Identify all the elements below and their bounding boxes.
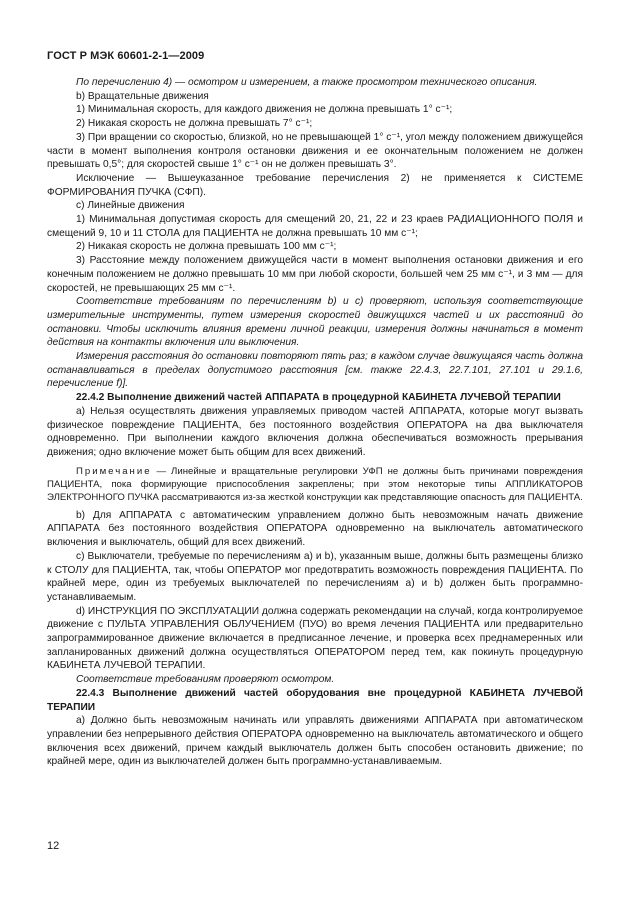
paragraph: Соответствие требованиям проверяют осмотром. [76, 674, 335, 686]
paragraph: 2) Никакая скорость не должна превышать 100 мм с⁻¹; [76, 241, 337, 253]
paragraph: a) Должно быть невозможным начинать или управлять движениями АППАРАТА при автоматическом управлении без непрерывного действия ОПЕРАТОРА одновременно на выключатель автоматического и общего включения всех движений, причем каждый выключатель должен быть способен остановить движение; по крайней мере, один из выключателей должен быть программно-устанавливаемым. [47, 715, 583, 768]
paragraph: 3) Расстояние между положением движущейся части в момент выполнения остановки движения и его конечным положением не должно превышать 10 мм при любой скорости, большей чем 25 мм с⁻¹, и 3 мм — для скоростей, не превышающих 25 мм с⁻¹. [47, 255, 583, 294]
note-label: Примечание [76, 465, 152, 477]
paragraph: Исключение — Вышеуказанное требование перечисления 2) не применяется к СИСТЕМЕ ФОРМИРОВАНИЯ ПУЧКА (СФП). [47, 172, 583, 198]
paragraph: По перечислению 4) — осмотром и измерением, а также просмотром технического описания. [76, 77, 538, 88]
paragraph: 1) Минимальная скорость, для каждого движения не должна превышать 1° с⁻¹; [76, 104, 453, 116]
standard-header: ГОСТ Р МЭК 60601-2-1—2009 [47, 50, 205, 62]
paragraph: 1) Минимальная допустимая скорость для смещений 20, 21, 22 и 23 краев РАДИАЦИОННОГО ПОЛЯ и смещений 9, 10 и 11 СТОЛА для ПАЦИЕНТА не должна превышать 10 мм с⁻¹; [47, 214, 583, 239]
section-heading: 22.4.3 Выполнение движений частей оборудования вне процедурной КАБИНЕТА ЛУЧЕВОЙ ТЕРАПИИ [47, 687, 583, 713]
paragraph: c) Выключатели, требуемые по перечислениям a) и b), указанным выше, должны быть размещены близко к СТОЛУ для ПАЦИЕНТА, так, чтобы ОПЕРАТОР мог предотвратить возможность повреждения ПАЦИЕНТА. По крайней мере, один из требуемых выключателей по перечислениям a) и b) должен быть программно-устанавливаемым. [47, 550, 583, 603]
paragraph: b) Для АППАРАТА с автоматическим управлением должно быть невозможным начать движение АППАРАТА без постоянного воздействия ОПЕРАТОРА одновременно на выключатель автоматического включения и выключатель, общий для всех движений. [47, 509, 583, 549]
note-text: Линейные и вращательные регулировки УФП не должны быть причинами повреждения ПАЦИЕНТА, пока формирующие приспособления закреплены; при этом некоторые типы АППЛИКАТОРОВ ЭЛЕКТРОННОГО ПУЧКА рассматриваются из-за жесткой конструкции как представляющие опасность для ПАЦИЕНТА. [47, 465, 583, 503]
paragraph: 2) Никакая скорость не должна превышать 7° с⁻¹; [76, 118, 313, 130]
paragraph: b) Вращательные движения [76, 90, 209, 102]
paragraph: Измерения расстояния до остановки повторяют пять раз; в каждом случае движущаяся часть должна останавливаться в пределах допустимого расстояния [см. также 22.4.3, 22.7.101, 27.101 и 29.1.6, перечисление f)]. [47, 351, 583, 390]
paragraph: a) Нельзя осуществлять движения управляемых приводом частей АППАРАТА, которые могут вызвать физическое повреждение ПАЦИЕНТА, без постоянного воздействия ОПЕРАТОРА на два выключателя одновременно. При выполнении каждого включения должна обеспечиваться возможность прерывания движения; одно включение может быть общим для всех движений. [47, 405, 583, 458]
page-number: 12 [47, 840, 60, 852]
paragraph: c) Линейные движения [76, 200, 185, 212]
note-paragraph: Примечание — Линейные и вращательные регулировки УФП не должны быть причинами повреждения ПАЦИЕНТА, пока формирующие приспособления закреплены; при этом некоторые типы АППЛИКАТОРОВ ЭЛЕКТРОННОГО ПУЧКА рассматриваются из-за жесткой конструкции как представляющие опасность для ПАЦИЕНТА. [47, 465, 583, 503]
paragraph: Соответствие требованиям по перечислениям b) и c) проверяют, используя соответствующие измерительные инструменты, путем измерения скоростей движущихся частей и их расстояний до остановки. Чтобы исключить влияния времени личной реакции, измерения должны начинаться в момент действия на контакты включения или выключения. [47, 296, 583, 349]
section-heading: 22.4.2 Выполнение движений частей АППАРАТА в процедурной КАБИНЕТА ЛУЧЕВОЙ ТЕРАПИИ [76, 392, 561, 404]
page-content [47, 76, 583, 769]
paragraph: d) ИНСТРУКЦИЯ ПО ЭКСПЛУАТАЦИИ должна содержать рекомендации на случай, когда контролируемое движение с ПУЛЬТА УПРАВЛЕНИЯ ОБЛУЧЕНИЕМ (ПУО) во время лечения ПАЦИЕНТА или предварительно запрограммированное движение включается в предписанное лечение, и проверка всех преднамеренных или запланированных движений должна осуществляться ОПЕРАТОРОМ перед тем, как покинуть процедурную КАБИНЕТА ЛУЧЕВОЙ ТЕРАПИИ. [47, 605, 583, 672]
paragraph: 3) При вращении со скоростью, близкой, но не превышающей 1° с⁻¹, угол между положением движущейся части в момент выполнения контроля остановки движения и ее окончательным положением не должен превышать 0,5°; для скоростей свыше 1° с⁻¹ он не должен превышать 3°. [47, 131, 583, 171]
